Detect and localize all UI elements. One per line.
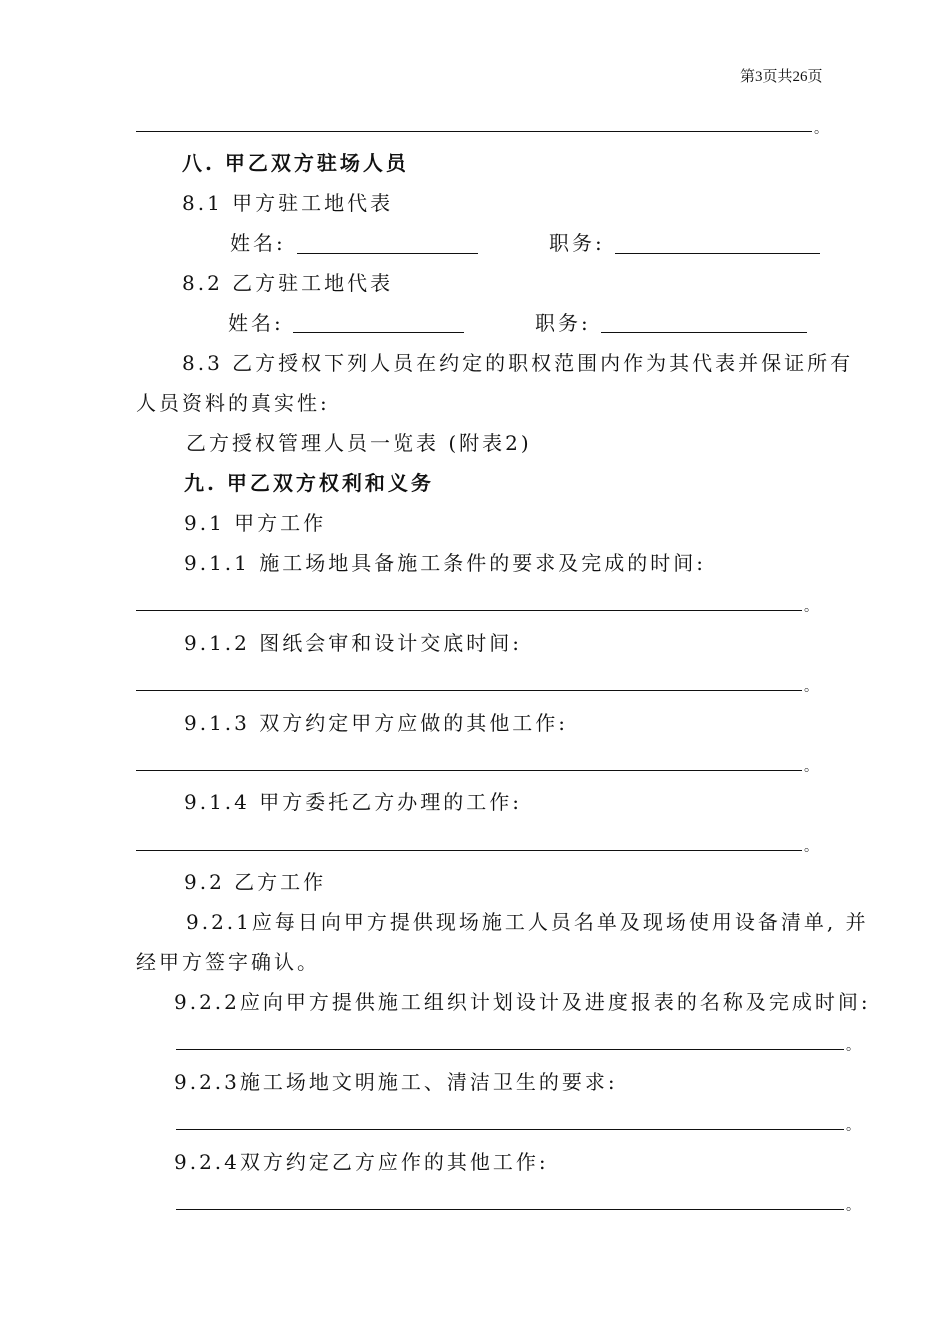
- clause-9-2: 9.2 乙方工作: [184, 870, 327, 894]
- end-mark: 。: [804, 599, 818, 615]
- party-a-name-field[interactable]: [297, 253, 478, 254]
- clause-9-2-1-line-2: 经甲方签字确认。: [136, 950, 320, 974]
- end-mark: 。: [814, 121, 828, 137]
- end-mark: 。: [804, 839, 818, 855]
- appendix-reference: 乙方授权管理人员一览表 (附表2): [186, 431, 532, 455]
- party-a-post-label: 职务:: [549, 231, 605, 255]
- clause-9-1-1: 9.1.1 施工场地具备施工条件的要求及完成的时间:: [184, 551, 706, 575]
- party-a-post-field[interactable]: [615, 253, 820, 254]
- end-mark: 。: [846, 1198, 860, 1214]
- end-mark: 。: [846, 1118, 860, 1134]
- fill-line-top[interactable]: [136, 131, 812, 132]
- clause-9-1-2: 9.1.2 图纸会审和设计交底时间:: [184, 631, 522, 655]
- party-b-name-label: 姓名:: [228, 311, 284, 335]
- clause-9-2-2: 9.2.2应向甲方提供施工组织计划设计及进度报表的名称及完成时间:: [174, 990, 871, 1014]
- fill-line-9-2-2[interactable]: [176, 1049, 844, 1050]
- fill-line-9-1-3[interactable]: [136, 770, 802, 771]
- end-mark: 。: [804, 759, 818, 775]
- party-a-name-label: 姓名:: [230, 231, 286, 255]
- section-8-title: 八. 甲乙双方驻场人员: [182, 151, 409, 175]
- end-mark: 。: [804, 679, 818, 695]
- clause-9-1-3: 9.1.3 双方约定甲方应做的其他工作:: [184, 711, 568, 735]
- clause-8-2: 8.2 乙方驻工地代表: [182, 271, 394, 295]
- fill-line-9-2-3[interactable]: [176, 1129, 844, 1130]
- clause-8-1: 8.1 甲方驻工地代表: [182, 191, 394, 215]
- fill-line-9-1-2[interactable]: [136, 690, 802, 691]
- clause-9-2-4: 9.2.4双方约定乙方应作的其他工作:: [174, 1150, 549, 1174]
- fill-line-9-1-1[interactable]: [136, 610, 802, 611]
- clause-9-2-3: 9.2.3施工场地文明施工、清洁卫生的要求:: [174, 1070, 618, 1094]
- party-b-post-field[interactable]: [601, 332, 807, 333]
- fill-line-9-1-4[interactable]: [136, 850, 802, 851]
- party-b-post-label: 职务:: [535, 311, 591, 335]
- section-9-title: 九. 甲乙双方权利和义务: [184, 471, 434, 495]
- party-b-name-field[interactable]: [293, 332, 464, 333]
- clause-9-2-1-line-1: 9.2.1应每日向甲方提供现场施工人员名单及现场使用设备清单, 并: [186, 910, 869, 934]
- page-number: 第3页共26页: [740, 69, 823, 85]
- clause-8-3-line-2: 人员资料的真实性:: [136, 391, 330, 415]
- clause-8-3-line-1: 8.3 乙方授权下列人员在约定的职权范围内作为其代表并保证所有: [182, 351, 854, 375]
- clause-9-1: 9.1 甲方工作: [184, 511, 327, 535]
- fill-line-9-2-4[interactable]: [176, 1209, 844, 1210]
- clause-9-1-4: 9.1.4 甲方委托乙方办理的工作:: [184, 790, 522, 814]
- end-mark: 。: [846, 1038, 860, 1054]
